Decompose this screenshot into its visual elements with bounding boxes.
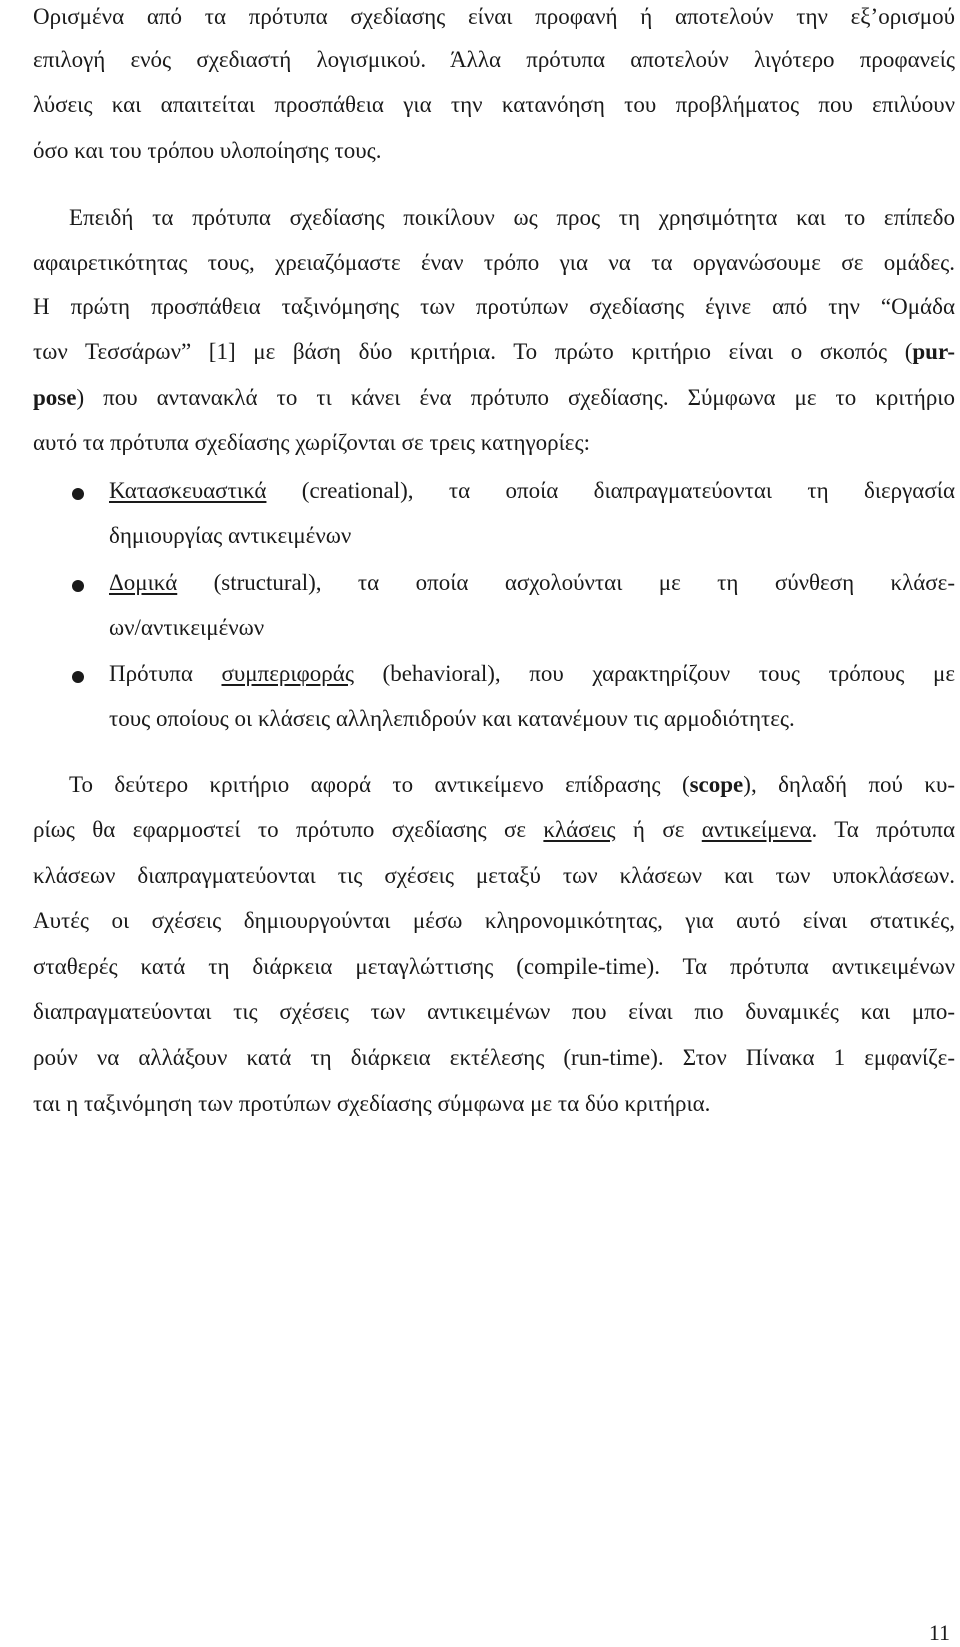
- category-prefix: Πρότυπα: [109, 661, 222, 686]
- bullet-icon: [72, 580, 84, 592]
- scope-line-2-mid: ή σε: [615, 817, 702, 842]
- purpose-line-2: αφαιρετικότητας τους, χρειαζόμαστε έναν τρόπο για να τα οργανώσουμε σε ομάδες.: [33, 250, 955, 275]
- category-text: (behavioral), που χαρακτηρίζουν τους τρόπους με: [353, 661, 955, 686]
- scope-line-1-tail: ), δηλαδή πού κυ-: [743, 772, 955, 797]
- scope-line-2-text: ρίως θα εφαρμοστεί το πρότυπο σχεδίασης σε: [33, 817, 544, 842]
- purpose-line-1: Επειδή τα πρότυπα σχεδίασης ποικίλουν ως προς τη χρησιμότητα και το επίπεδο: [69, 205, 955, 230]
- category-structural-line-1: [109, 568, 955, 598]
- scope-line-4: Αυτές οι σχέσεις δημιουργούνται μέσω κληρονομικότητας, για αυτό είναι στατικές,: [33, 908, 955, 933]
- scope-line-5: σταθερές κατά τη διάρκεια μεταγλώττισης (compile-time). Τα πρότυπα αντικειμένων: [33, 954, 955, 979]
- scope-line-1: [69, 770, 955, 800]
- purpose-line-4: [33, 337, 955, 367]
- intro-line-4: όσο και του τρόπου υλοποίησης τους.: [33, 138, 382, 163]
- objects-term: αντικείμενα: [701, 817, 812, 842]
- purpose-line-5: [33, 383, 955, 413]
- scope-line-8: ται η ταξινόμηση των προτύπων σχεδίασης σύμφωνα με τα δύο κριτήρια.: [33, 1091, 711, 1116]
- purpose-line-4-text: των Τεσσάρων” [1] με βάση δύο κριτήρια. Το πρώτο κριτήριο είναι ο σκοπός (: [33, 339, 913, 364]
- page-number: 11: [928, 1620, 950, 1645]
- purpose-term-part-1: pur-: [912, 339, 955, 364]
- bullet-icon: [72, 488, 84, 500]
- category-creational-line-2: δημιουργίας αντικειμένων: [109, 523, 352, 548]
- scope-line-2-tail: . Τα πρότυπα: [811, 817, 956, 842]
- category-term: Δομικά: [109, 570, 178, 595]
- category-behavioral-line-1: [109, 659, 955, 689]
- category-behavioral-line-2: τους οποίους οι κλάσεις αλληλεπιδρούν και κατανέμουν τις αρμοδιότητες.: [109, 706, 795, 731]
- scope-line-1-text: Το δεύτερο κριτήριο αφορά το αντικείμενο επίδρασης (: [69, 772, 690, 797]
- category-term: Κατασκευαστικά: [109, 478, 267, 503]
- purpose-line-5-text: ) που αντανακλά το τι κάνει ένα πρότυπο σχεδίασης. Σύμφωνα με το κριτήριο: [76, 385, 955, 410]
- purpose-line-3: Η πρώτη προσπάθεια ταξινόμησης των προτύπων σχεδίασης έγινε από την “Ομάδα: [33, 294, 955, 319]
- classes-term: κλάσεις: [543, 817, 616, 842]
- category-structural-line-2: ων/αντικειμένων: [109, 615, 265, 640]
- bullet-icon: [72, 671, 84, 683]
- purpose-line-6: αυτό τα πρότυπα σχεδίασης χωρίζονται σε τρεις κατηγορίες:: [33, 430, 590, 455]
- scope-line-7: ρούν να αλλάξουν κατά τη διάρκεια εκτέλεσης (run-time). Στον Πίνακα 1 εμφανίζε-: [33, 1045, 955, 1070]
- intro-line-1: Ορισμένα από τα πρότυπα σχεδίασης είναι προφανή ή αποτελούν την εξ’ορισμού: [33, 4, 955, 29]
- intro-line-2: επιλογή ενός σχεδιαστή λογισμικού. Άλλα πρότυπα αποτελούν λιγότερο προφανείς: [33, 47, 955, 72]
- purpose-term-part-2: pose: [33, 385, 77, 410]
- scope-line-3: κλάσεων διαπραγματεύονται τις σχέσεις μεταξύ των κλάσεων και των υποκλάσεων.: [33, 863, 955, 888]
- intro-line-3: λύσεις και απαιτείται προσπάθεια για την κατανόηση του προβλήματος που επιλύουν: [33, 92, 955, 117]
- category-term: συμπεριφοράς: [221, 661, 354, 686]
- scope-line-6: διαπραγματεύονται τις σχέσεις των αντικειμένων που είναι πιο δυναμικές και μπο-: [33, 999, 955, 1024]
- scope-line-2: [33, 815, 955, 845]
- category-text: (creational), τα οποία διαπραγματεύονται τη διεργασία: [266, 478, 955, 503]
- scope-term: scope: [689, 772, 744, 797]
- category-text: (structural), τα οποία ασχολούνται με τη σύνθεση κλάσε-: [177, 570, 955, 595]
- category-creational-line-1: [109, 476, 955, 506]
